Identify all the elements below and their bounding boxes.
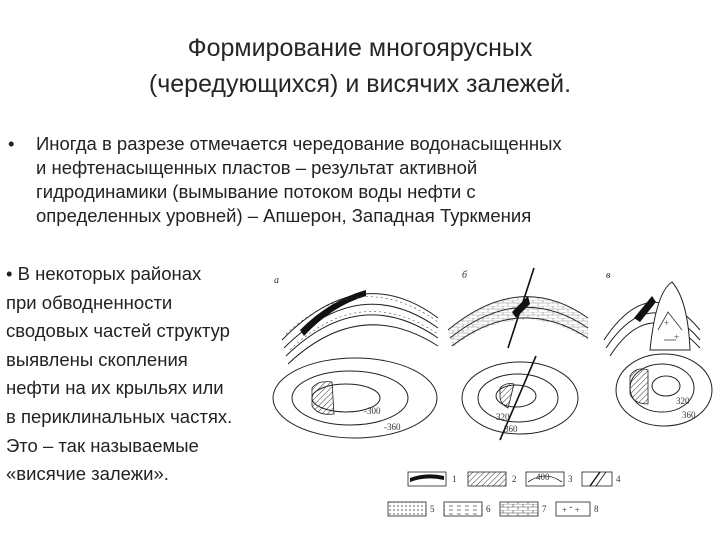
bullet-2-line-1: • В некоторых районах [6,263,202,284]
oil-pool-diapir [634,296,656,322]
svg-text:400: 400 [536,472,550,482]
legend-item-6 [444,502,491,516]
oil-pool-map-a [312,382,334,415]
contour-label-c-2: 360 [682,410,696,420]
legend-item-3 [526,472,573,486]
panel-c-label: в [606,270,611,281]
bullet-2-line-4: выявлены скопления [6,348,188,370]
bullet-marker: • [8,133,15,154]
svg-text:2: 2 [512,474,517,484]
bullet-2-line-5: нефти на их крыльях или [6,377,224,399]
contour-label-a-1: -300 [364,406,381,416]
svg-text:7: 7 [542,504,547,514]
panel-c-map [616,354,712,426]
legend [388,472,621,516]
svg-text:+ ˇ +: + ˇ + [562,505,580,515]
panel-c-section [604,270,700,356]
contour-label-c-1: 320 [676,396,690,406]
bullet-1-line-1: Иногда в разрезе отмечается чередование водонасыщенных [36,133,562,154]
svg-text:3: 3 [568,474,573,484]
panel-a-label: а [274,275,279,286]
contour-label-b-2: 360 [504,424,518,434]
bullet-2-line-8: «висячие залежи». [6,463,169,485]
bullet-2-line-7: Это – так называемые [6,434,199,456]
legend-item-7 [500,502,547,516]
panel-b-section [448,268,588,348]
panel-a-map [273,358,437,438]
contour-label-b-1: 320 [496,412,510,422]
svg-text:6: 6 [486,504,491,514]
svg-text:4: 4 [616,474,621,484]
bullet-2-line-2: при обводненности [6,291,173,313]
svg-text:5: 5 [430,504,435,514]
svg-text:+: + [674,332,680,342]
title-line-2: (чередующихся) и висячих залежей. [148,70,572,98]
panel-b-map [462,356,578,440]
legend-item-8 [556,502,599,516]
bullet-1-line-3: гидродинамики (вымывание потоком воды нефти с [36,181,476,202]
legend-item-5 [388,502,435,516]
svg-text:1: 1 [452,474,457,484]
panel-b-label: б [462,270,468,281]
contour-label-a-2: -360 [384,422,401,432]
bullet-1-line-4: определенных уровней) – Апшерон, Западная Туркмения [36,205,532,226]
legend-item-2 [468,472,517,486]
svg-text:8: 8 [594,504,599,514]
bullet-2-line-3: сводовых частей структур [6,320,230,342]
oil-pool-map-c [630,369,648,404]
bullet-2-line-6: в периклинальных частях. [6,405,233,427]
legend-item-1 [408,472,457,486]
title-line-1: Формирование многоярусных [187,34,533,62]
panel-a-section [274,275,438,364]
legend-item-4 [582,472,621,486]
svg-text:+: + [664,318,670,328]
bullet-1-line-2: и нефтенасыщенных пластов – результат активной [36,157,478,178]
